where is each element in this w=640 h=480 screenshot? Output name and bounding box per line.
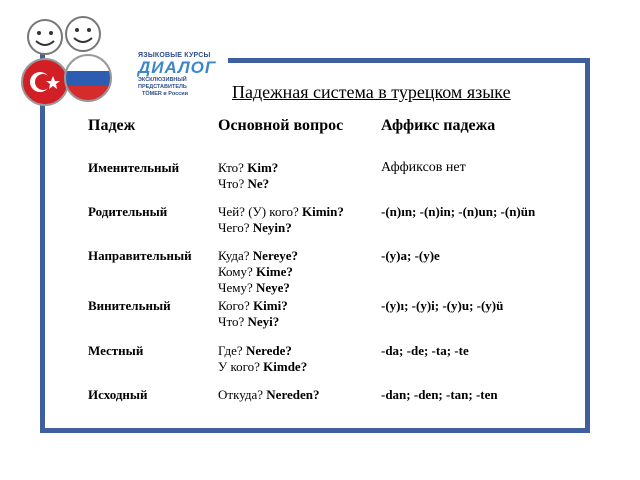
affix-cell: -(y)a; -(y)e <box>381 248 440 263</box>
header-affix: Аффикс падежа <box>381 117 496 134</box>
question-cell: Кого? Kimi? Что? Neyi? <box>218 298 288 329</box>
affix-cell: -(n)ın; -(n)in; -(n)un; -(n)ün <box>381 204 536 219</box>
brand-block <box>138 52 228 98</box>
affix-cell: Аффиксов нет <box>381 160 466 175</box>
brand-tagline-2: TÖMER в России <box>142 91 188 97</box>
brand-tagline: ЭКСКЛЮЗИВНЫЙ ПРЕДСТАВИТЕЛЬ <box>138 77 187 90</box>
case-name: Местный <box>88 343 144 358</box>
frame-bottom-border <box>40 428 590 433</box>
brand-subtitle: ЯЗЫКОВЫЕ КУРСЫ <box>138 52 211 59</box>
question-cell: Чей? (У) кого? Kimin? Чего? Neyin? <box>218 204 344 235</box>
case-name: Именительный <box>88 160 180 175</box>
case-name: Родительный <box>88 204 168 219</box>
case-name: Исходный <box>88 387 148 402</box>
frame-right-border <box>585 58 590 433</box>
affix-cell: -dan; -den; -tan; -ten <box>381 387 498 402</box>
page-title: Падежная система в турецком языке <box>232 82 511 102</box>
smiley-flags-icon <box>18 12 128 108</box>
question-cell: Кто? Kim? Что? Ne? <box>218 160 279 191</box>
affix-cell: -da; -de; -ta; -te <box>381 343 469 358</box>
question-cell: Где? Nerede? У кого? Kimde? <box>218 343 308 374</box>
header-question: Основной вопрос <box>218 117 344 134</box>
case-name: Направительный <box>88 248 192 263</box>
frame-top-border <box>228 58 590 63</box>
brand-name: ДИАЛОГ <box>138 58 217 77</box>
header-case: Падеж <box>88 117 136 134</box>
affix-cell: -(y)ı; -(y)i; -(y)u; -(y)ü <box>381 298 504 313</box>
question-cell: Куда? Nereye? Кому? Kime? Чему? Neye? <box>218 248 299 295</box>
question-cell: Откуда? Nereden? <box>218 387 320 402</box>
case-name: Винительный <box>88 298 171 313</box>
dialog-logo <box>18 12 228 108</box>
